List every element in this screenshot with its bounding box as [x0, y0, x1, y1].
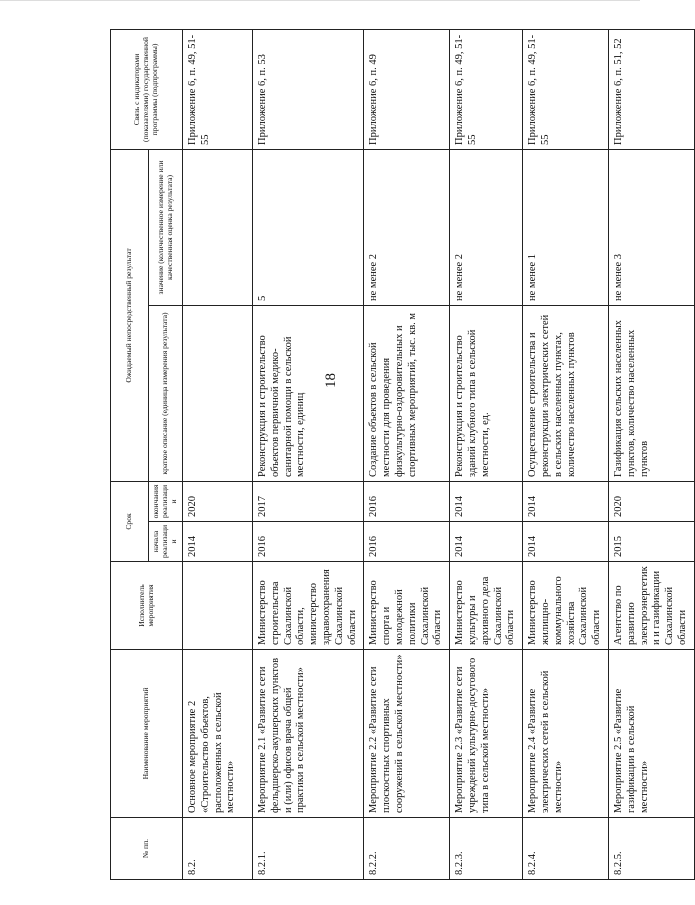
cell-value — [183, 149, 253, 305]
header-result: Ожидаемый непосредственный результат — [111, 149, 149, 481]
table-row — [253, 29, 364, 879]
cell-executor: Министерство культуры и архивного дела Сахалинской области — [450, 562, 523, 650]
cell-num: 8.2.5. — [608, 818, 694, 880]
cell-desc — [183, 305, 253, 481]
cell-link: Приложение 6, п. 53 — [253, 29, 364, 149]
header-term-start: начала реализации — [149, 522, 183, 562]
cell-value: не менее 2 — [450, 149, 523, 305]
cell-end: 2014 — [523, 481, 609, 521]
cell-name: Мероприятие 2.5 «Развитие газификации в сельской местности» — [608, 650, 694, 818]
cell-name: Мероприятие 2.4 «Развитие электрических сетей в сельской местности» — [523, 650, 609, 818]
cell-link: Приложение 6, п. 49, 51-55 — [450, 29, 523, 149]
cell-value: не менее 1 — [523, 149, 609, 305]
cell-start: 2014 — [183, 522, 253, 562]
table-row — [364, 29, 450, 879]
table-row — [608, 29, 694, 879]
header-term: Срок — [111, 481, 149, 561]
measures-table — [110, 29, 695, 880]
cell-num: 8.2.2. — [364, 818, 450, 880]
cell-executor: Министерство жилищно-коммунального хозяйства Сахалинской области — [523, 562, 609, 650]
cell-name: Мероприятие 2.2 «Развитие сети плоскостных спортивных сооружений в сельской местности» — [364, 650, 450, 818]
table-row — [523, 29, 609, 879]
cell-start: 2016 — [253, 522, 364, 562]
cell-value: не менее 3 — [608, 149, 694, 305]
header-name: Наименование мероприятий — [111, 650, 183, 818]
cell-end: 2016 — [364, 481, 450, 521]
cell-end: 2017 — [253, 481, 364, 521]
cell-link: Приложение 6, п. 49, 51-55 — [523, 29, 609, 149]
cell-end: 2020 — [183, 481, 253, 521]
header-result-value: значение (количественное измерение или качественная оценка результата) — [149, 149, 183, 305]
cell-end: 2020 — [608, 481, 694, 521]
cell-executor: Агентство по развитию электроэнергетики и газификации Сахалинской области — [608, 562, 694, 650]
cell-num: 8.2.1. — [253, 818, 364, 880]
cell-link: Приложение 6, п. 49, 51-55 — [183, 29, 253, 149]
header-num: № пп. — [111, 818, 183, 880]
cell-start: 2014 — [523, 522, 609, 562]
table-row — [450, 29, 523, 879]
cell-num: 8.2. — [183, 818, 253, 880]
header-result-desc: краткое описание (единица измерения результата) — [149, 305, 183, 481]
cell-value: 5 — [253, 149, 364, 305]
cell-name: Мероприятие 2.3 «Развитие сети учреждений культурно-досугового типа в сельской местности» — [450, 650, 523, 818]
cell-desc: Реконструкция и строительство объектов первичной медико-санитарной помощи в сельской местности, единиц — [253, 305, 364, 481]
header-executor: Исполнитель мероприятия — [111, 562, 183, 650]
cell-value: не менее 2 — [364, 149, 450, 305]
cell-executor: Министерство строительства Сахалинской области, министерство здравоохранения Сахалинской области — [253, 562, 364, 650]
header-row-1 — [111, 29, 149, 879]
cell-name: Основное мероприятие 2 «Строительство объектов, расположенных в сельской местности» — [183, 650, 253, 818]
cell-link: Приложение 6, п. 51, 52 — [608, 29, 694, 149]
cell-executor — [183, 562, 253, 650]
cell-start: 2016 — [364, 522, 450, 562]
cell-desc: Газификация сельских населенных пунктов, количество населенных пунктов — [608, 305, 694, 481]
cell-desc: Реконструкция и строительство зданий клубного типа в сельской местности, ед. — [450, 305, 523, 481]
scan-edge — [0, 0, 640, 1]
table-row — [183, 29, 253, 879]
header-term-end: окончания реализации — [149, 481, 183, 521]
header-link: Связь с индикаторами (показателями) государственной программы (подпрограммы) — [111, 29, 183, 149]
cell-start: 2015 — [608, 522, 694, 562]
page-number: 18 — [323, 373, 339, 388]
cell-name: Мероприятие 2.1 «Развитие сети фельдшерско-акушерских пунктов и (или) офисов врача общей практики в сельской местности» — [253, 650, 364, 818]
cell-start: 2014 — [450, 522, 523, 562]
cell-desc: Создание объектов в сельской местности для проведения физкультурно-оздоровительных и спортивных мероприятий, тыс. кв. м — [364, 305, 450, 481]
cell-num: 8.2.3. — [450, 818, 523, 880]
cell-executor: Министерство спорта и молодежной политики Сахалинской области — [364, 562, 450, 650]
cell-link: Приложение 6, п. 49 — [364, 29, 450, 149]
cell-end: 2014 — [450, 481, 523, 521]
rotated-table-container — [110, 30, 688, 880]
cell-desc: Осуществление строительства и реконструкции электрических сетей в сельских населенных пунктах, количество населенных пунктов — [523, 305, 609, 481]
cell-num: 8.2.4. — [523, 818, 609, 880]
